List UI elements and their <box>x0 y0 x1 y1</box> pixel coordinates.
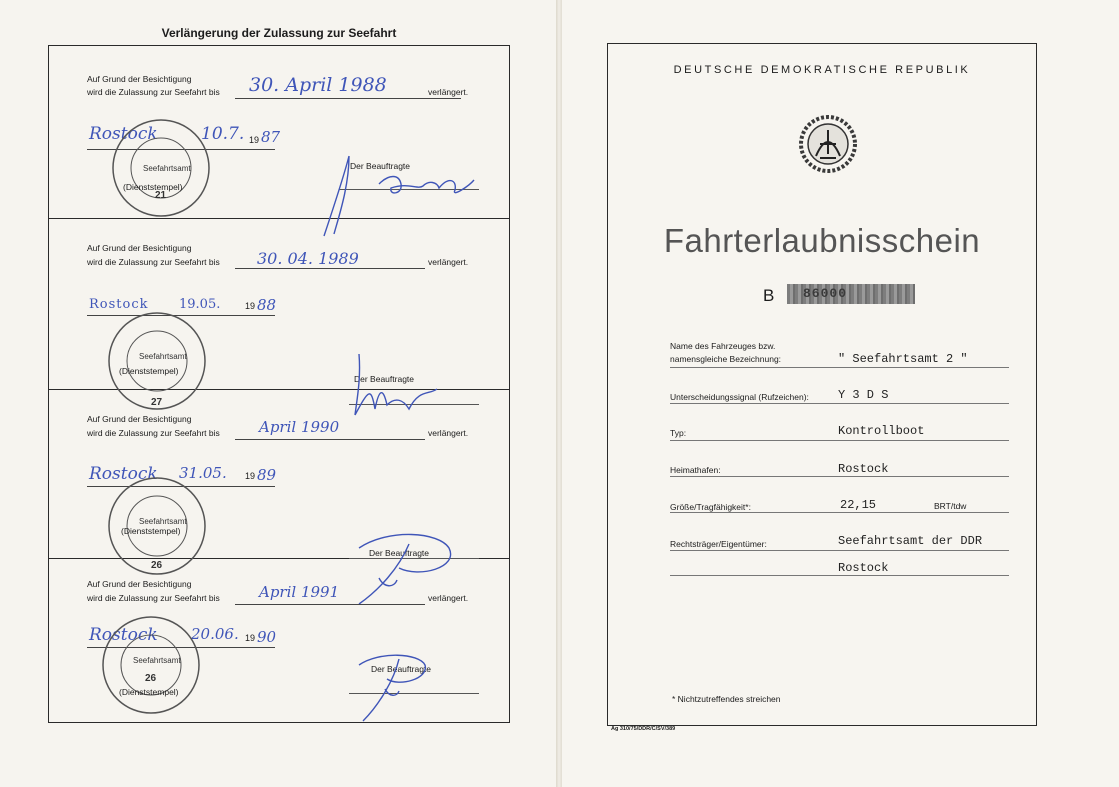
field-value-owner-2: Rostock <box>838 561 889 575</box>
official-label: Der Beauftragte <box>371 664 432 674</box>
field-underline <box>670 512 1009 513</box>
field-value-name: " Seefahrtsamt 2 " <box>838 352 968 366</box>
handwritten-valid-until: April 1991 <box>259 583 340 601</box>
handwritten-day-month: 10.7. <box>201 124 245 144</box>
extension-title: Verlängerung der Zulassung zur Seefahrt <box>161 26 397 40</box>
handwritten-place: Rostock <box>89 124 158 144</box>
official-label: Der Beauftragte <box>354 374 415 384</box>
ddr-emblem-icon <box>798 114 858 174</box>
stamp-number: 26 <box>145 673 157 684</box>
field-label-callsign: Unterscheidungssignal (Rufzeichen): <box>670 392 809 402</box>
handwritten-valid-until: April 1990 <box>259 418 340 436</box>
year-prefix: 19 <box>245 471 256 481</box>
stamp-number: 21 <box>155 190 167 201</box>
print-code: Ag 310/75/DDR/C/SV/389 <box>611 726 676 732</box>
document-title: Fahrterlaubnisschein <box>663 222 981 259</box>
stamp-label: (Dienststempel) <box>119 687 179 697</box>
field-label-owner: Rechtsträger/Eigentümer: <box>670 539 767 549</box>
entry-line1: Auf Grund der Besichtigung <box>87 243 192 253</box>
handwritten-year: 90 <box>257 628 277 646</box>
official-stamp <box>109 116 213 220</box>
handwritten-day-month: 20.06. <box>191 625 239 643</box>
handwritten-year: 89 <box>257 466 277 484</box>
page-fold <box>556 0 562 787</box>
field-label-type: Typ: <box>670 428 687 438</box>
stamp-label: (Dienststempel) <box>123 182 183 192</box>
signature-scribble <box>299 645 479 725</box>
entry-line1: Auf Grund der Besichtigung <box>87 414 192 424</box>
date-underline <box>235 439 425 440</box>
year-prefix: 19 <box>249 135 260 145</box>
field-value-homeport: Rostock <box>838 462 889 476</box>
field-value-size: 22,15 <box>840 498 877 512</box>
entry-line2: wird die Zulassung zur Seefahrt bis <box>87 428 220 438</box>
handwritten-day-month: 19.05. <box>179 297 221 312</box>
handwritten-place: Rostock <box>89 464 158 484</box>
svg-text:Seefahrtsamt: Seefahrtsamt <box>133 656 181 665</box>
svg-text:Seefahrtsamt: Seefahrtsamt <box>139 352 187 361</box>
date-underline <box>235 604 425 605</box>
extension-table <box>48 45 510 723</box>
field-label-name: Name des Fahrzeuges bzw. <box>670 341 776 351</box>
field-value-callsign: Y 3 D S <box>838 388 889 402</box>
date-underline <box>235 268 425 269</box>
field-underline <box>670 440 1009 441</box>
year-prefix: 19 <box>245 633 256 643</box>
extension-entry-1 <box>49 46 509 219</box>
entry-line2: wird die Zulassung zur Seefahrt bis <box>87 593 220 603</box>
field-underline <box>670 476 1009 477</box>
field-value-owner: Seefahrtsamt der DDR <box>838 534 983 548</box>
stamp-label: (Dienststempel) <box>121 526 181 536</box>
field-underline <box>670 575 1009 576</box>
svg-text:Seefahrtsamt: Seefahrtsamt <box>143 164 191 173</box>
official-label: Der Beauftragte <box>350 161 411 171</box>
certificate-number: 86000 <box>803 286 848 301</box>
field-underline <box>670 403 1009 404</box>
handwritten-year: 88 <box>257 296 277 314</box>
year-prefix: 19 <box>245 301 256 311</box>
field-label-name-2: namensgleiche Bezeichnung: <box>670 354 782 364</box>
entry-line1: Auf Grund der Besichtigung <box>87 74 192 84</box>
verlaengert-label: verlängert. <box>428 257 469 267</box>
handwritten-place: Rostock <box>89 297 149 312</box>
verlaengert-label: verlängert. <box>428 593 469 603</box>
handwritten-year: 87 <box>261 128 281 146</box>
stamp-label: (Dienststempel) <box>119 366 179 376</box>
stamp-number: 27 <box>151 397 163 408</box>
field-unit-size: BRT/tdw <box>934 501 967 511</box>
field-label-size: Größe/Tragfähigkeit*: <box>670 502 751 512</box>
entry-line1: Auf Grund der Besichtigung <box>87 579 192 589</box>
official-stamp <box>99 613 203 717</box>
official-label: Der Beauftragte <box>369 548 430 558</box>
date-underline <box>235 98 461 99</box>
verlaengert-label: verlängert. <box>428 428 469 438</box>
field-underline <box>670 550 1009 551</box>
stamp-number: 26 <box>151 560 163 571</box>
field-underline <box>670 367 1009 368</box>
footnote: * Nichtzutreffendes streichen <box>672 694 781 704</box>
handwritten-valid-until: 30. April 1988 <box>249 74 387 96</box>
handwritten-place: Rostock <box>89 625 158 645</box>
svg-text:Seefahrtsamt: Seefahrtsamt <box>139 517 187 526</box>
handwritten-day-month: 31.05. <box>179 464 227 482</box>
extension-entry-2 <box>49 219 509 408</box>
handwritten-valid-until: 30. 04. 1989 <box>257 249 359 268</box>
extension-entry-3 <box>49 390 509 571</box>
extension-entry-4 <box>49 559 509 722</box>
verlaengert-label: verlängert. <box>428 87 469 97</box>
entry-line2: wird die Zulassung zur Seefahrt bis <box>87 87 220 97</box>
field-label-homeport: Heimathafen: <box>670 465 721 475</box>
field-value-type: Kontrollboot <box>838 424 925 438</box>
entry-line2: wird die Zulassung zur Seefahrt bis <box>87 257 220 267</box>
number-prefix: B <box>763 286 775 305</box>
country-header: DEUTSCHE DEMOKRATISCHE REPUBLIK <box>673 64 971 76</box>
